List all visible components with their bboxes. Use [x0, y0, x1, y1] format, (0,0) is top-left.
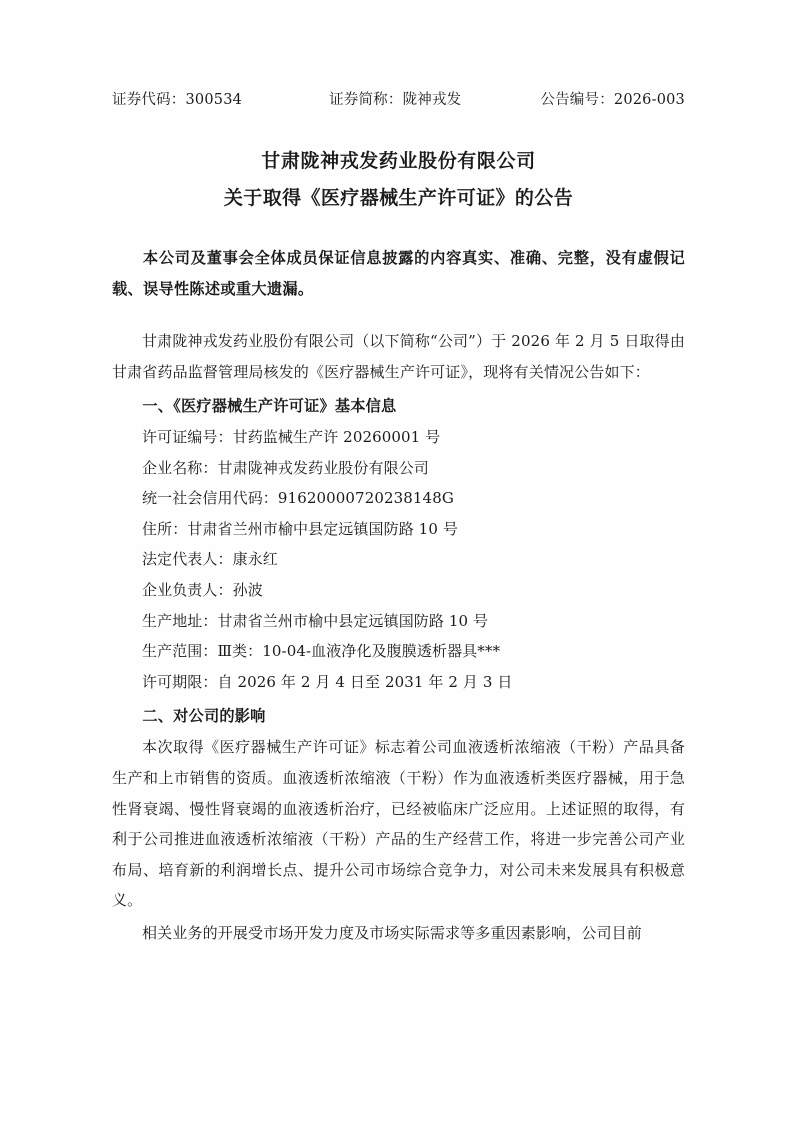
company-name-title: 甘肃陇神戎发药业股份有限公司 [261, 150, 536, 172]
list-item: 法定代表人：康永红 [142, 550, 278, 569]
list-item: 企业名称：甘肃陇神戎发药业股份有限公司 [142, 458, 429, 477]
page-title [112, 143, 685, 217]
impact-paragraph-2: 相关业务的开展受市场开发力度及市场实际需求等多重因素影响，公司目前 [142, 924, 642, 942]
section-heading-impact: 二、对公司的影响 [142, 707, 266, 726]
list-item: 生产范围：Ⅲ类：10-04-血液净化及腹膜透析器具*** [142, 642, 501, 661]
list-item: 住所：甘肃省兰州市榆中县定远镇国防路 10 号 [142, 519, 458, 538]
impact-paragraph-1: 本次取得《医疗器械生产许可证》标志着公司血液透析浓缩液（干粉）产品具备生产和上市销售的资质。血液透析浓缩液（干粉）作为血液透析类医疗器械，用于急性肾衰竭、慢性肾衰竭的血液透析治疗，已经被临床广泛应用。上述证照的取得，有利于公司推进血液透析浓缩液（干粉）产品的生产经营工作，将进一步完善公司产业布局、培育新的利润增长点、提升公司市场综合竞争力，对公司未来发展具有积极意义。 [112, 738, 685, 910]
document-header [112, 88, 685, 109]
disclosure-statement [112, 243, 685, 304]
announcement-subject-title: 关于取得《医疗器械生产许可证》的公告 [223, 187, 574, 210]
list-item: 生产地址：甘肃省兰州市榆中县定远镇国防路 10 号 [142, 611, 489, 630]
stock-code: 证券代码：300534 [112, 92, 243, 108]
list-item: 企业负责人：孙波 [142, 581, 263, 600]
announcement-number: 公告编号：2026-003 [540, 92, 685, 108]
list-item: 许可证编号：甘药监械生产许 20260001 号 [142, 428, 441, 447]
stock-abbreviation: 证券简称：陇神戎发 [329, 92, 462, 108]
list-item: 许可期限：自 2026 年 2 月 4 日至 2031 年 2 月 3 日 [142, 672, 513, 691]
intro-paragraph: 甘肃陇神戎发药业股份有限公司（以下简称“公司”）于 2026 年 2 月 5 日取得由甘肃省药品监督管理局核发的《医疗器械生产许可证》，现将有关情况公告如下： [112, 331, 685, 381]
list-item: 统一社会信用代码：91620000720238148G [142, 489, 454, 508]
section-heading-license-info: 一、《医疗器械生产许可证》基本信息 [142, 397, 397, 416]
disclosure-statement-text: 本公司及董事会全体成员保证信息披露的内容真实、准确、完整，没有虚假记载、误导性陈述或重大遗漏。 [112, 249, 685, 298]
license-info-list [112, 422, 685, 697]
